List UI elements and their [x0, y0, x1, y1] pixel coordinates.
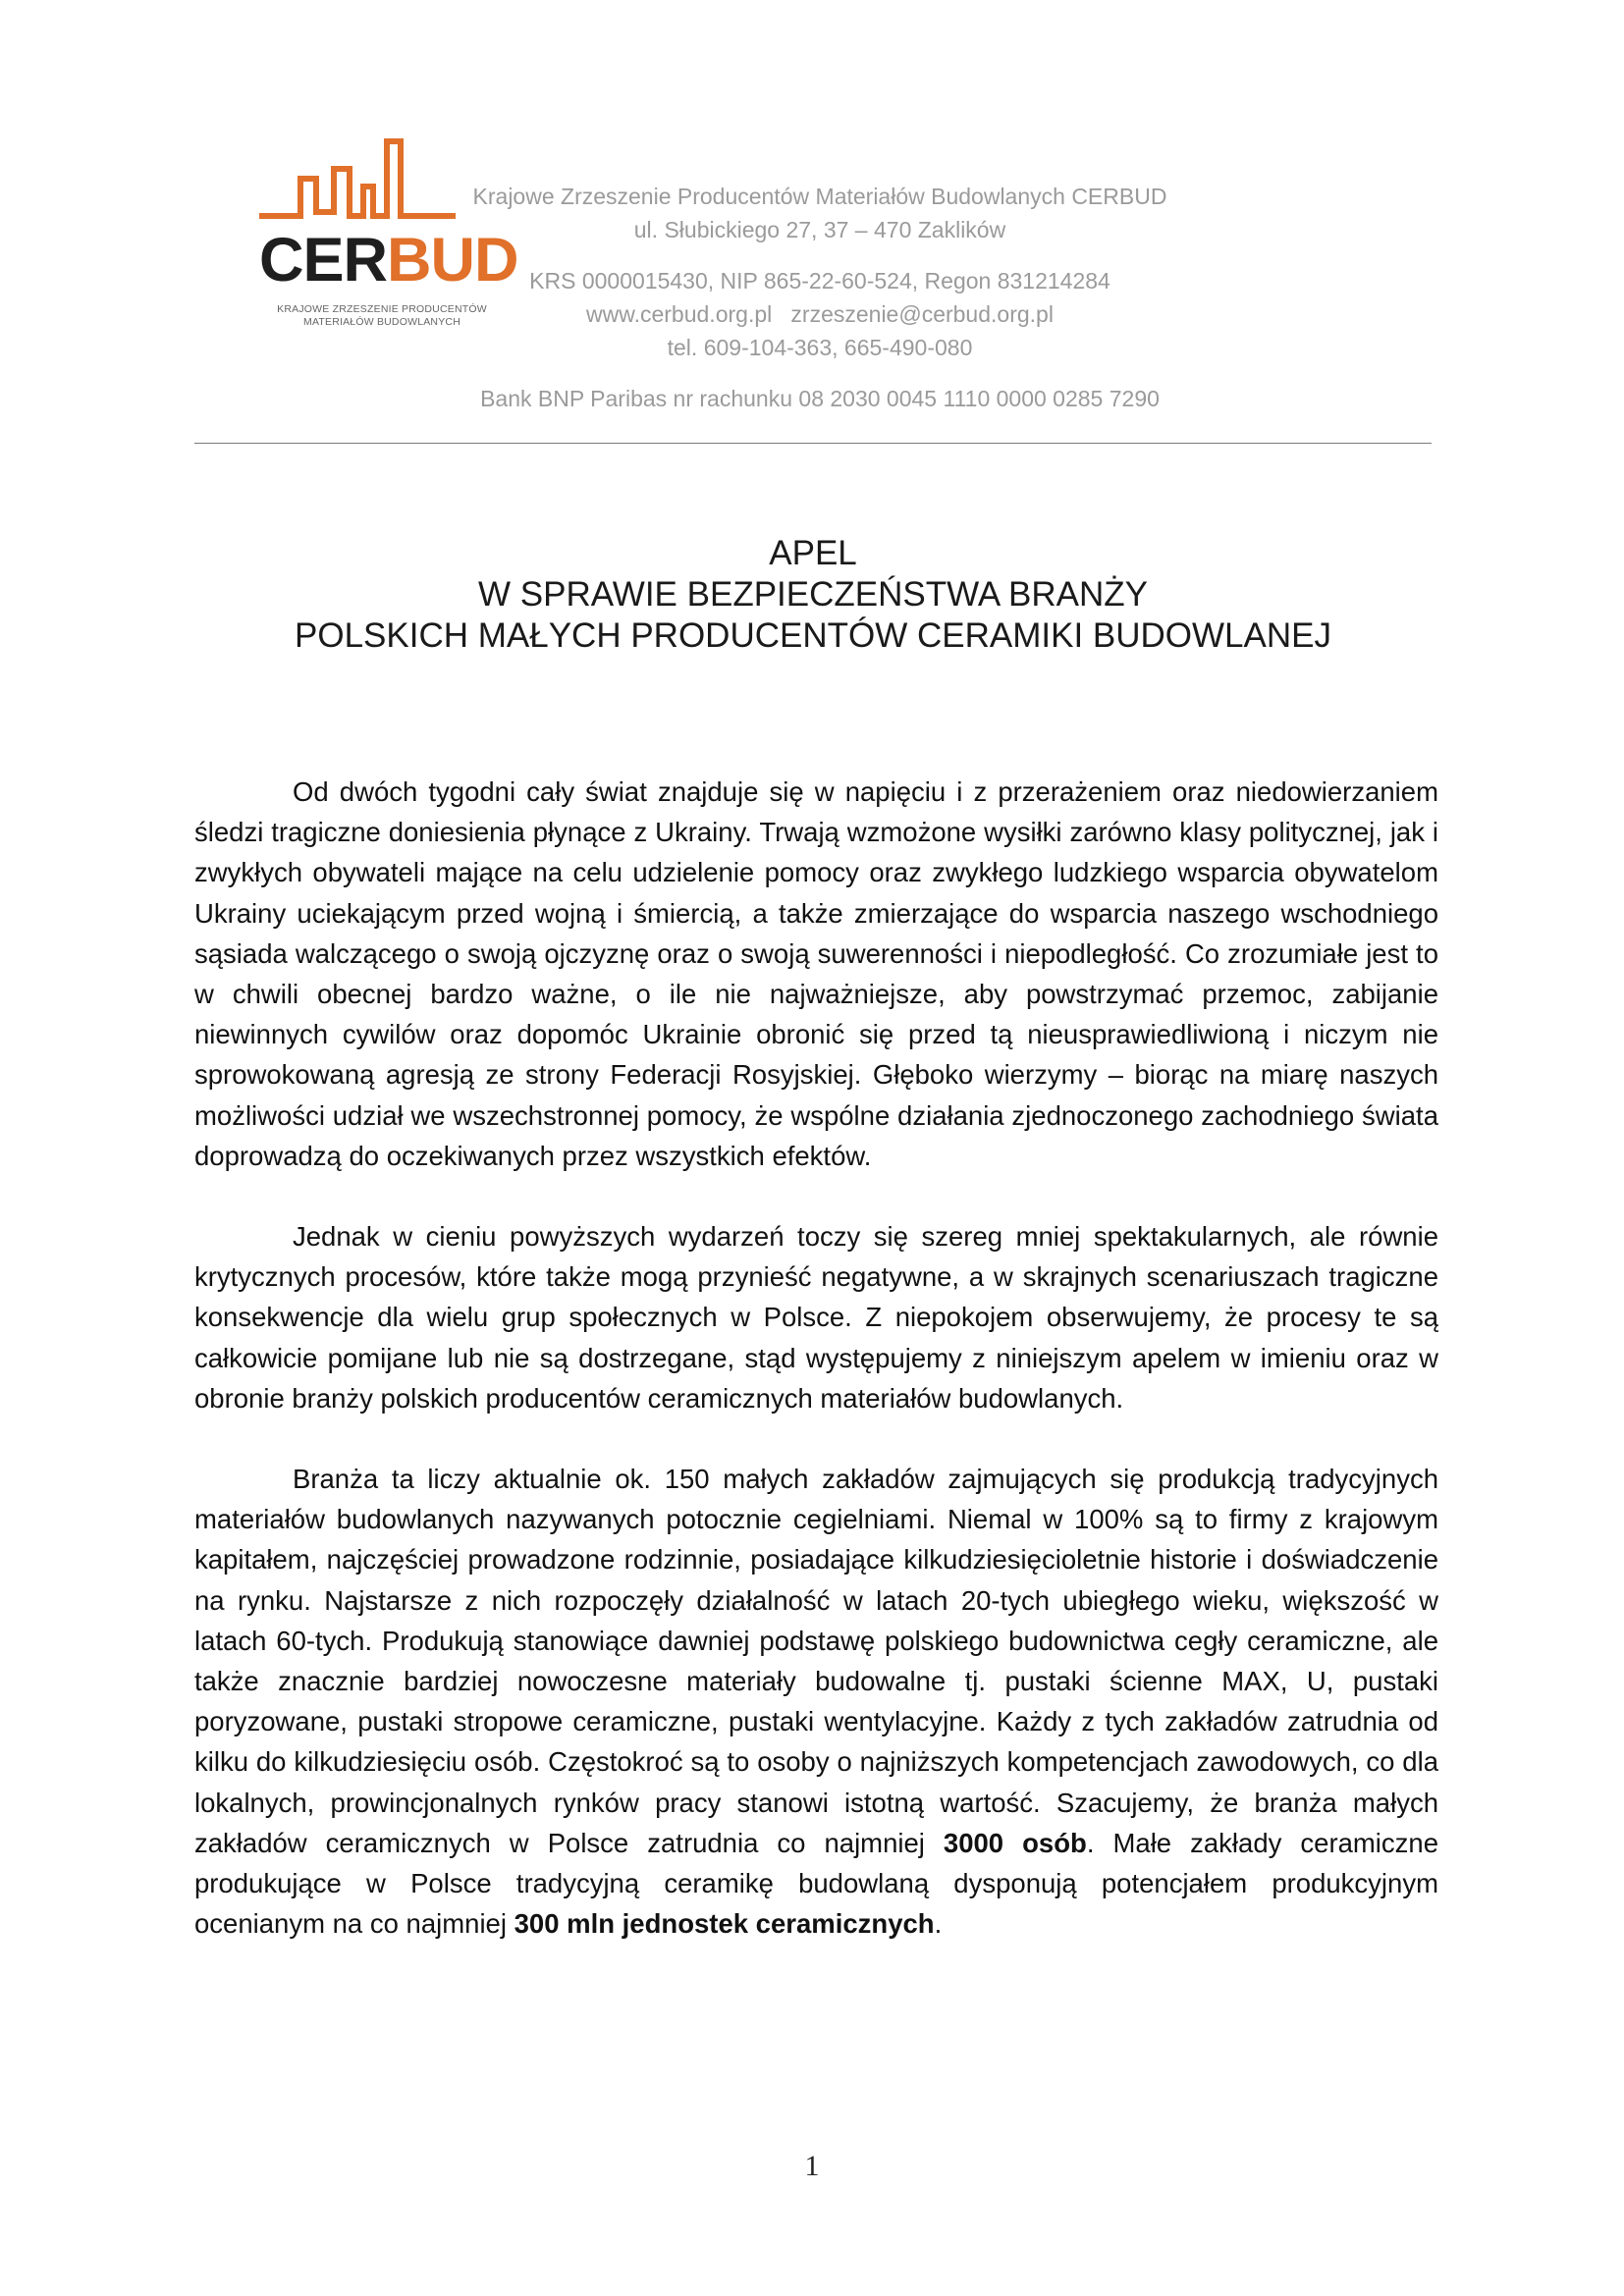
org-registry-info [461, 264, 1178, 364]
paragraph-1: Od dwóch tygodni cały świat znajduje się w napięciu i z przerażeniem oraz niedowierzaniem śledzi tragiczne doniesienia płynące z Ukrainy. Trwają wzmożone wysiłki zarówno klasy politycznej, jak i zwykłych obywateli mające na celu udzielenie pomocy oraz zwykłego ludzkiego wsparcia obywatelom Ukrainy uciekającym przed wojną i śmiercią, a także zmierzające do wsparcia naszego wschodniego sąsiada walczącego o swoją ojczyznę oraz o swoją suwerenności i niepodległość. Co zrozumiałe jest to w chwili obecnej bardzo ważne, o ile nie najważniejsze, aby powstrzymać przemoc, zabijanie niewinnych cywilów oraz dopomóc Ukrainie obronić się przed tą nieusprawiedliwioną i niczym nie sprowokowaną agresją ze strony Federacji Rosyjskiej. Głęboko wierzymy – biorąc na miarę naszych możliwości udział we wszechstronnej pomocy, że wspólne działania zjednoczonego zachodniego świata doprowadzą do oczekiwanych przez wszystkich efektów. [194, 776, 1438, 1171]
org-registry: KRS 0000015430, NIP 865-22-60-524, Regon 831214284 [529, 268, 1110, 294]
org-name: Krajowe Zrzeszenie Producentów Materiałów Budowlanych CERBUD [472, 184, 1167, 209]
org-bank: Bank BNP Paribas nr rachunku 08 2030 0045 1110 0000 0285 7290 [480, 386, 1160, 411]
org-email: zrzeszenie@cerbud.org.pl [790, 301, 1054, 327]
document-title [194, 533, 1432, 657]
org-phone: tel. 609-104-363, 665-490-080 [667, 335, 973, 360]
logo-wordmark: CERBUD [259, 226, 518, 294]
org-info [461, 180, 1178, 246]
bold-production-figure: 300 mln jednostek ceramicznych [514, 1908, 935, 1940]
title-line-2: W SPRAWIE BEZPIECZEŃSTWA BRANŻY [478, 575, 1148, 614]
org-web-email [461, 297, 1178, 331]
paragraph-3: Branża ta liczy aktualnie ok. 150 małych zakładów zajmujących się produkcją tradycyjnych materiałów budowlanych nazywanych potocznie cegielniami. Niemal w 100% są to firmy z krajowym kapitałem, najczęściej prowadzone rodzinnie, posiadające kilkudziesięcioletnie historie i doświadczenie na rynku. Najstarsze z nich rozpoczęły działalność w latach 20-tych ubiegłego wieku, większość w latach 60-tych. Produkują stanowiące dawniej podstawę polskiego budownictwa cegły ceramiczne, ale także znacznie bardziej nowoczesne materiały budowalne tj. pustaki ścienne MAX, U, pustaki poryzowane, pustaki stropowe ceramiczne, pustaki wentylacyjne. Każdy z tych zakładów zatrudnia od kilku do kilkudziesięciu osób. Częstokroć są to osoby o najniższych kompetencjach zawodowych, co dla lokalnych, prowincjonalnych rynków pracy stanowi istotną wartość. Szacujemy, że branża małych zakładów ceramicznych w Polsce zatrudnia co najmniej 3000 osób. Małe zakłady ceramiczne produkujące w Polsce tradycyjną ceramikę budowlaną dysponują potencjałem produkcyjnym ocenianym na co najmniej 300 mln jednostek ceramicznych. [194, 1464, 1438, 1940]
org-website: www.cerbud.org.pl [586, 301, 773, 327]
org-address: ul. Słubickiego 27, 37 – 470 Zaklików [633, 217, 1006, 242]
title-line-3: POLSKICH MAŁYCH PRODUCENTÓW CERAMIKI BUDOWLANEJ [295, 616, 1331, 655]
logo-subtitle: KRAJOWE ZRZESZENIE PRODUCENTÓW MATERIAŁÓW BUDOWLANYCH [277, 303, 487, 328]
paragraph-2: Jednak w cieniu powyższych wydarzeń toczy się szereg mniej spektakularnych, ale równie krytycznych procesów, które także mogą przynieść negatywne, a w skrajnych scenariuszach tragiczne konsekwencje dla wielu grup społecznych w Polsce. Z niepokojem obserwujemy, że procesy te są całkowicie pomijane lub nie są dostrzegane, stąd występujemy z niniejszym apelem w imieniu oraz w obronie branży polskich producentów ceramicznych materiałów budowlanych. [194, 1221, 1438, 1414]
bold-employment-figure: 3000 osób [943, 1827, 1087, 1858]
document-body [194, 772, 1438, 1984]
page-number: 1 [804, 2150, 820, 2182]
title-line-1: APEL [769, 534, 857, 572]
org-bank-info [461, 382, 1178, 415]
header-divider [194, 443, 1432, 444]
